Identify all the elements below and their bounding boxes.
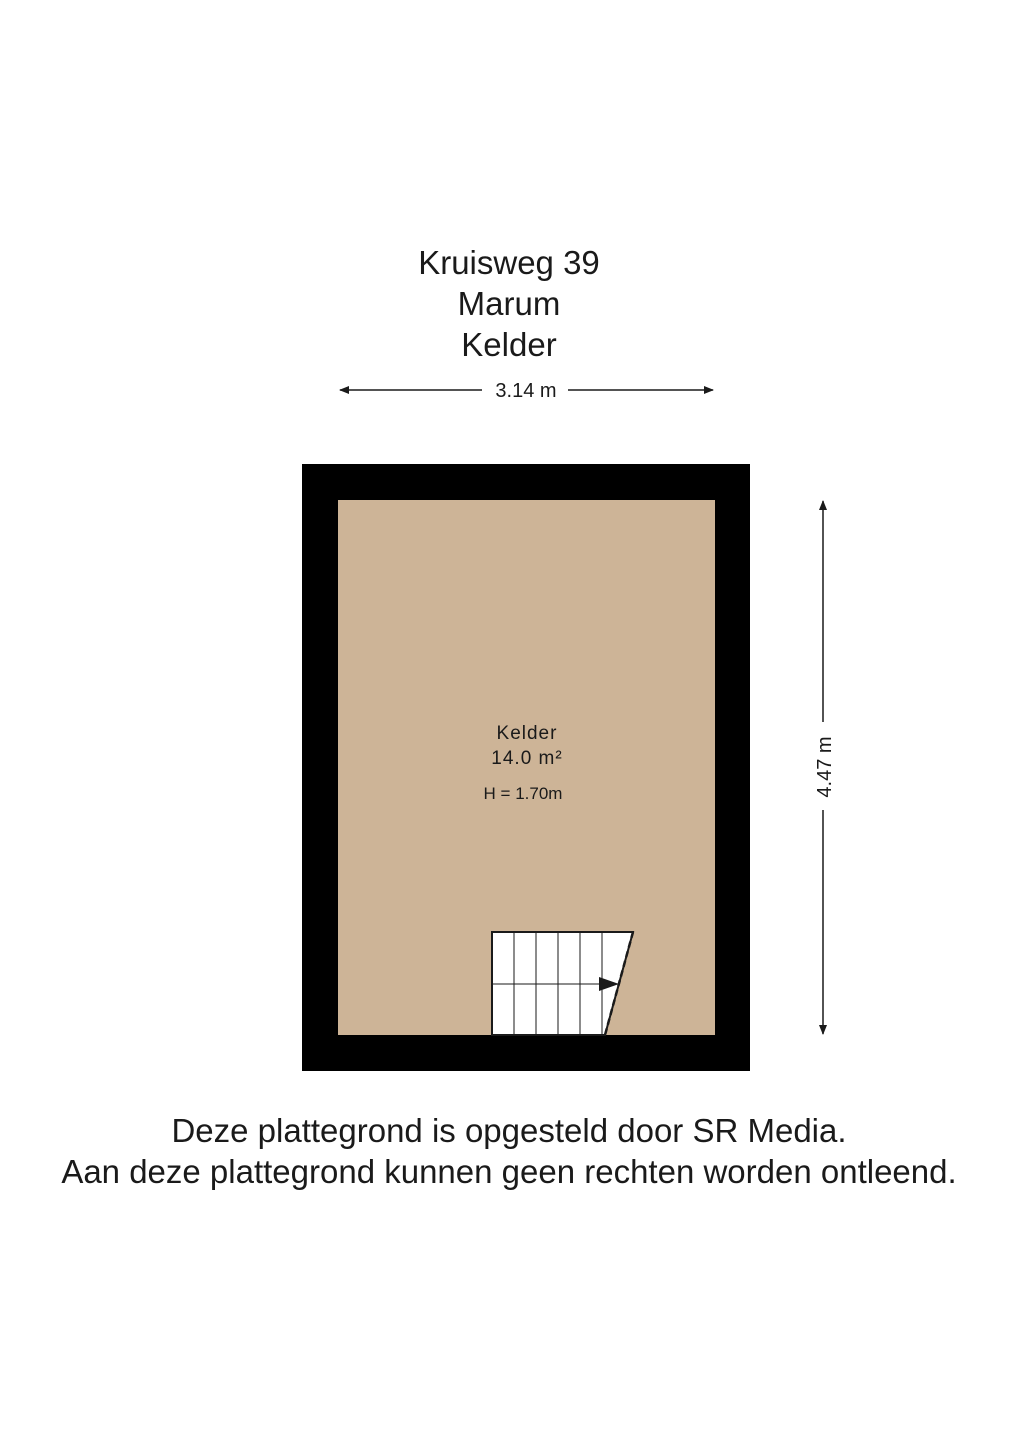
disclaimer-line-2: Aan deze plattegrond kunnen geen rechten worden ontleend. <box>61 1153 957 1190</box>
height-dimension-label: 4.47 m <box>814 736 836 798</box>
disclaimer <box>0 1110 1018 1192</box>
room-name: Kelder <box>496 723 558 744</box>
room-area: 14.0 m² <box>491 748 563 769</box>
address-title: Kruisweg 39 <box>418 244 600 281</box>
floor-title: Kelder <box>461 326 557 363</box>
width-dimension-label: 3.14 m <box>495 380 557 402</box>
height-dimension <box>814 501 836 1034</box>
disclaimer-line-1: Deze plattegrond is opgesteld door SR Media. <box>171 1112 847 1149</box>
room-ceiling-height: H = 1.70m <box>483 784 563 803</box>
city-title: Marum <box>457 285 561 322</box>
width-dimension <box>340 380 713 402</box>
